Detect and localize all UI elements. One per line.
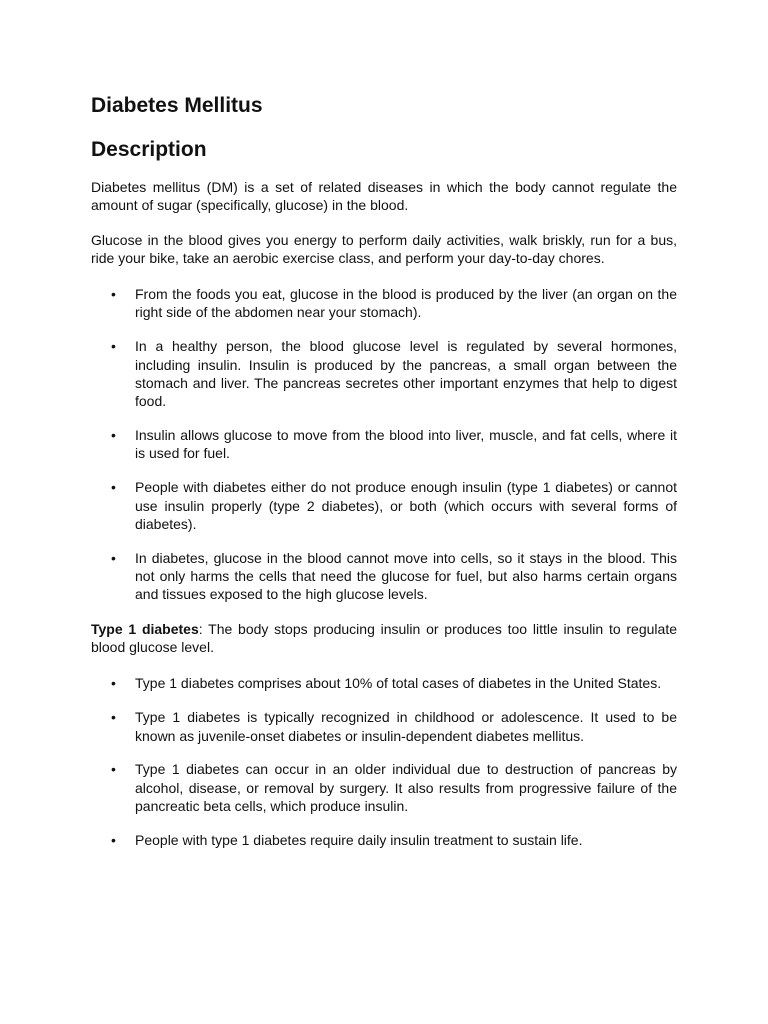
bullet-icon: • [111,709,116,726]
list-item-text: People with type 1 diabetes require daily insulin treatment to sustain life. [135,831,583,848]
intro-paragraph: Diabetes mellitus (DM) is a set of related diseases in which the body cannot regulate the amount of sugar (specifically, glucose) in the blood. [91,179,677,214]
list-item-text: In a healthy person, the blood glucose level is regulated by several hormones, including insulin. Insulin is produced by the pancreas, a small organ between the stomach and liver. The pancreas secretes other important enzymes that help to digest food. [135,338,677,410]
list-item-text: People with diabetes either do not produce enough insulin (type 1 diabetes) or cannot use insulin properly (type 2 diabetes), or both (which occurs with several forms of diabetes). [135,479,677,532]
list-item [91,760,677,815]
type1-definition: : The body stops producing insulin or produces too little insulin to regulate blood glucose level. [91,620,677,656]
list-item-text: From the foods you eat, glucose in the blood is produced by the liver (an organ on the right side of the abdomen near your stomach). [135,286,677,321]
list-item [91,674,677,692]
bullet-icon: • [111,549,116,566]
bullet-icon: • [111,479,116,496]
list-item [91,831,677,849]
list-item-text: Type 1 diabetes is typically recognized in childhood or adolescence. It used to be known as juvenile-onset diabetes or insulin-dependent diabetes mellitus. [135,709,677,744]
list-item-text: Type 1 diabetes can occur in an older individual due to destruction of pancreas by alcohol, disease, or removal by surgery. It also results from progressive failure of the pancreatic beta cells, which produce insulin. [135,761,677,814]
bullet-icon: • [111,338,116,355]
bullet-icon: • [111,761,116,778]
bullet-icon: • [111,427,116,444]
intro-paragraph: Glucose in the blood gives you energy to perform daily activities, walk briskly, run for a bus, ride your bike, take an aerobic exercise class, and perform your day-to-day chores. [91,231,677,266]
list-item [91,549,677,604]
list-item [91,478,677,533]
glucose-bullet-list [91,285,677,604]
type1-bullet-list [91,674,677,849]
document-title: Diabetes Mellitus [91,94,263,117]
type1-definition-paragraph [91,620,677,657]
bullet-icon: • [111,286,116,303]
type1-term: Type 1 diabetes [91,620,199,637]
list-item [91,337,677,410]
list-item [91,426,677,463]
list-item [91,708,677,745]
document-page [91,92,677,849]
list-item [91,285,677,322]
section-heading-description: Description [91,138,207,161]
list-item-text: Insulin allows glucose to move from the blood into liver, muscle, and fat cells, where it is used for fuel. [135,427,677,462]
bullet-icon: • [111,675,116,692]
list-item-text: In diabetes, glucose in the blood cannot move into cells, so it stays in the blood. This not only harms the cells that need the glucose for fuel, but also harms certain organs and tissues exposed to the high glucose levels. [135,549,677,603]
bullet-icon: • [111,831,116,848]
list-item-text: Type 1 diabetes comprises about 10% of total cases of diabetes in the United States. [135,675,662,692]
